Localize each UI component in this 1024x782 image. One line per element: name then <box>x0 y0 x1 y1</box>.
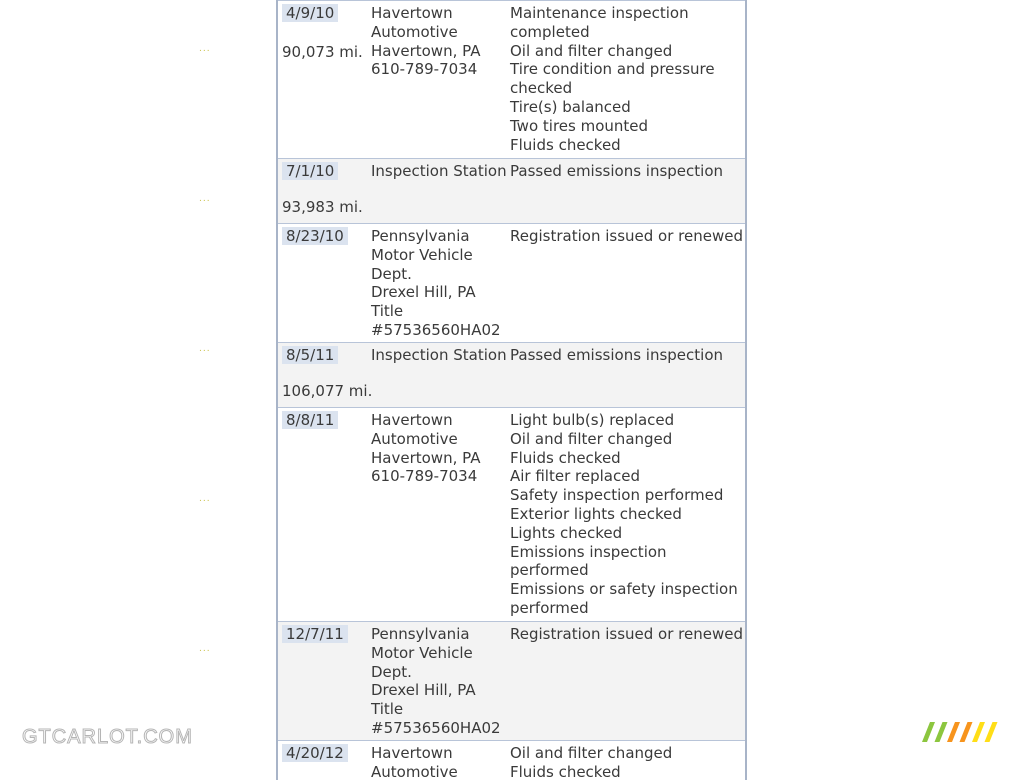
source-cell <box>371 224 510 342</box>
mileage: 93,983 mi. <box>282 198 363 216</box>
source-line: Automotive <box>371 22 458 41</box>
source-line: Inspection Station <box>371 346 507 364</box>
dots-marker: ... <box>199 344 211 354</box>
detail-line: checked <box>510 79 573 98</box>
gtcarlot-watermark: GTCARLOT.COM <box>22 726 193 748</box>
detail-line: Two tires mounted <box>510 116 649 135</box>
detail-line: Tire condition and pressure <box>510 60 715 79</box>
detail-line: Tire(s) balanced <box>510 97 631 116</box>
source-line: Dept. <box>371 264 412 283</box>
date-cell <box>278 159 371 223</box>
detail-line: Passed emissions inspection <box>510 162 724 180</box>
record-date: 7/1/10 <box>282 162 338 180</box>
record-date: 8/8/11 <box>282 411 338 429</box>
source-cell <box>371 408 510 621</box>
detail-line: Oil and filter changed <box>510 41 673 60</box>
table-row <box>278 621 745 740</box>
logo-stripe <box>972 722 985 742</box>
date-cell <box>278 408 371 621</box>
detail-line: Emissions or safety inspection <box>510 580 738 599</box>
details-cell <box>510 159 745 223</box>
source-line: Havertown <box>371 411 453 429</box>
date-cell <box>278 343 371 407</box>
stripe-logo-icon <box>920 721 998 743</box>
table-row <box>278 407 745 621</box>
logo-stripe <box>947 722 960 742</box>
dots-marker: ... <box>199 494 211 504</box>
detail-line: Oil and filter changed <box>510 744 673 762</box>
source-line: 610-789-7034 <box>371 467 478 486</box>
detail-line: Safety inspection performed <box>510 486 724 505</box>
logo-stripe <box>960 722 973 742</box>
details-cell <box>510 224 745 342</box>
detail-line: Exterior lights checked <box>510 504 682 523</box>
detail-line: Registration issued or renewed <box>510 227 743 245</box>
detail-line: Fluids checked <box>510 135 621 154</box>
record-date: 4/20/12 <box>282 744 348 762</box>
detail-line: performed <box>510 598 589 617</box>
details-cell <box>510 1 745 158</box>
logo-stripe <box>922 722 935 742</box>
source-line: Title <box>371 700 404 719</box>
source-line: Automotive <box>371 762 458 781</box>
detail-line: performed <box>510 561 589 580</box>
source-cell <box>371 622 510 740</box>
record-date: 12/7/11 <box>282 625 348 643</box>
logo-stripe <box>985 722 998 742</box>
source-line: Havertown, PA <box>371 41 481 60</box>
details-cell <box>510 408 745 621</box>
source-cell <box>371 741 510 780</box>
record-date: 8/5/11 <box>282 346 338 364</box>
source-line: Havertown, PA <box>371 448 481 467</box>
source-line: Drexel Hill, PA <box>371 681 476 700</box>
table-row <box>278 0 745 158</box>
mileage: 106,077 mi. <box>282 382 373 400</box>
detail-line: Fluids checked <box>510 448 621 467</box>
date-cell <box>278 224 371 342</box>
source-line: Pennsylvania <box>371 625 470 643</box>
details-cell <box>510 343 745 407</box>
table-row <box>278 740 745 780</box>
mileage: 90,073 mi. <box>282 43 363 61</box>
logo-stripe <box>935 722 948 742</box>
detail-line: Registration issued or renewed <box>510 625 743 643</box>
source-line: 610-789-7034 <box>371 60 478 79</box>
dots-marker: ... <box>199 44 211 54</box>
source-line: Title <box>371 302 404 321</box>
table-row <box>278 342 745 407</box>
source-line: Havertown <box>371 744 453 762</box>
detail-line: Fluids checked <box>510 762 621 781</box>
details-cell <box>510 741 745 780</box>
record-date: 8/23/10 <box>282 227 348 245</box>
details-cell <box>510 622 745 740</box>
detail-line: Maintenance inspection <box>510 4 689 22</box>
vehicle-history-table <box>276 0 747 780</box>
source-line: Inspection Station <box>371 162 507 180</box>
dots-marker: ... <box>199 194 211 204</box>
source-cell <box>371 1 510 158</box>
date-cell <box>278 1 371 158</box>
detail-line: Air filter replaced <box>510 467 640 486</box>
date-cell <box>278 741 371 780</box>
source-line: #57536560HA02 <box>371 718 501 737</box>
source-line: Motor Vehicle <box>371 643 473 662</box>
source-line: #57536560HA02 <box>371 320 501 339</box>
detail-line: Oil and filter changed <box>510 429 673 448</box>
table-row <box>278 223 745 342</box>
source-cell <box>371 159 510 223</box>
table-row <box>278 158 745 223</box>
source-line: Motor Vehicle <box>371 245 473 264</box>
source-cell <box>371 343 510 407</box>
date-cell <box>278 622 371 740</box>
source-line: Dept. <box>371 662 412 681</box>
dots-marker: ... <box>199 644 211 654</box>
detail-line: Emissions inspection <box>510 542 667 561</box>
detail-line: Light bulb(s) replaced <box>510 411 675 429</box>
source-line: Automotive <box>371 429 458 448</box>
detail-line: Lights checked <box>510 523 623 542</box>
source-line: Pennsylvania <box>371 227 470 245</box>
record-date: 4/9/10 <box>282 4 338 22</box>
source-line: Drexel Hill, PA <box>371 283 476 302</box>
detail-line: completed <box>510 22 590 41</box>
source-line: Havertown <box>371 4 453 22</box>
detail-line: Passed emissions inspection <box>510 346 724 364</box>
